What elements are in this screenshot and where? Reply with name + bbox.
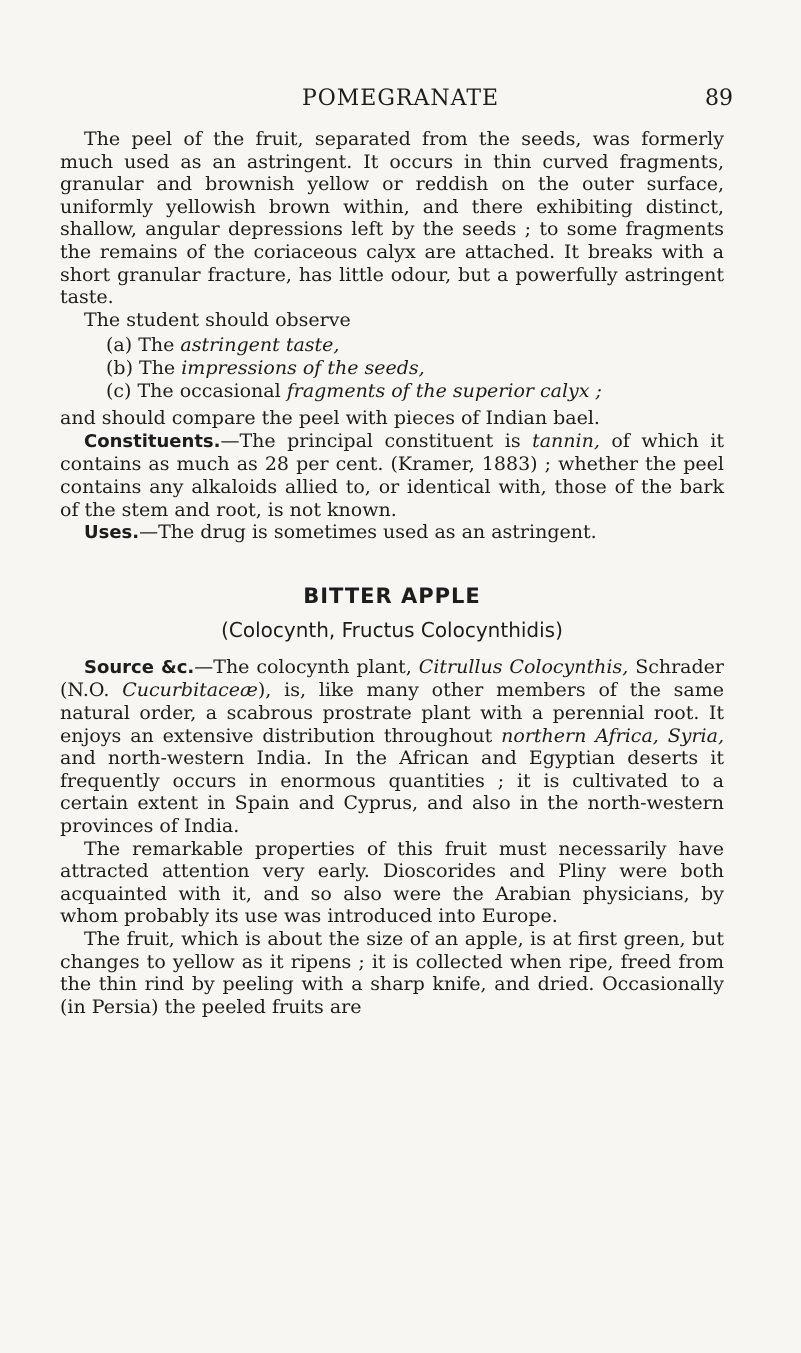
source-regions: northern Africa, Syria, bbox=[501, 724, 724, 747]
source-order: Cucurbitaceæ bbox=[122, 679, 258, 702]
observation-item bbox=[106, 380, 724, 403]
paragraph-peel-description: The peel of the fruit, separated from the seeds, was formerly much used as an astringent. It occurs in thin curved fragments, granular and brownish yellow or reddish on the outer surface, uniformly yellowish brown within, and there exhibiting distinct, shallow, angular depressions left by the seeds ; to some fragments the remains of the coriaceous calyx are attached. It breaks with a short granular fracture, has little odour, but a powerfully astringent taste. bbox=[60, 128, 724, 309]
constituents-text-1: —The principal constituent is bbox=[220, 429, 533, 452]
observation-item bbox=[106, 334, 724, 357]
uses-heading: Uses. bbox=[84, 522, 140, 544]
observation-term: astringent taste, bbox=[180, 334, 340, 357]
section-subtitle: (Colocynth, Fructus Colocynthidis) bbox=[221, 618, 563, 643]
observation-term: impressions of the seeds, bbox=[181, 356, 425, 379]
paragraph-compare: and should compare the peel with pieces of Indian bael. bbox=[60, 407, 600, 430]
section-title: BITTER APPLE bbox=[303, 583, 481, 608]
source-text-4: and north-western India. In the African and Egyptian deserts it frequently occurs in enormous quantities ; it is cultivated to a certain extent in Spain and Cyprus, and also in the north-western provinces of India. bbox=[60, 747, 724, 838]
source-text-3: ), is, like many other members of the same natural order, a scabrous prostrate plant with a perennial root. It enjoys an extensive distribution throughout bbox=[60, 679, 724, 747]
observation-label: (b) The bbox=[106, 356, 182, 379]
observation-item bbox=[106, 357, 724, 380]
paragraph-fruit: The fruit, which is about the size of an apple, is at first green, but changes to yellow as it ripens ; it is collected when ripe, freed from the thin rind by peeling with a sharp knife, and dried. Occasionally (in Persia) the peeled fruits are bbox=[60, 928, 724, 1018]
running-title: POMEGRANATE bbox=[301, 86, 500, 111]
uses-text: —The drug is sometimes used as an astringent. bbox=[139, 521, 597, 544]
source-text-1: —The colocynth plant, bbox=[194, 655, 419, 678]
observation-label: (a) The bbox=[106, 334, 181, 357]
observation-list bbox=[106, 334, 724, 402]
constituents-term: tannin, bbox=[532, 429, 600, 452]
observation-term: fragments of the superior calyx ; bbox=[286, 379, 602, 402]
source-species: Citrullus Colocynthis, bbox=[418, 655, 629, 678]
constituents-heading: Constituents. bbox=[84, 430, 221, 452]
source-heading: Source &c. bbox=[84, 656, 195, 678]
observation-label: (c) The occasional bbox=[106, 379, 287, 402]
paragraph-student-observe: The student should observe bbox=[84, 308, 351, 331]
paragraph-constituents bbox=[60, 430, 724, 521]
running-header bbox=[0, 86, 801, 116]
constituents-text-2: of which it contains as much as 28 per cent. (Kramer, 1883) ; whether the peel contains any alkaloids allied to, or identical with, those of the bark of the stem and root, is not known. bbox=[60, 429, 725, 521]
page-body bbox=[60, 128, 724, 1018]
paragraph-remarkable-properties: The remarkable properties of this fruit must necessarily have attracted attention very early. Dioscorides and Pliny were both acquainted with it, and so also were the Arabian physicians, by whom probably its use was introduced into Europe. bbox=[60, 837, 724, 928]
paragraph-source bbox=[60, 656, 724, 838]
paragraph-uses bbox=[60, 521, 724, 545]
source-text-2: Schrader (N.O. bbox=[60, 655, 724, 702]
page-number: 89 bbox=[705, 86, 733, 111]
